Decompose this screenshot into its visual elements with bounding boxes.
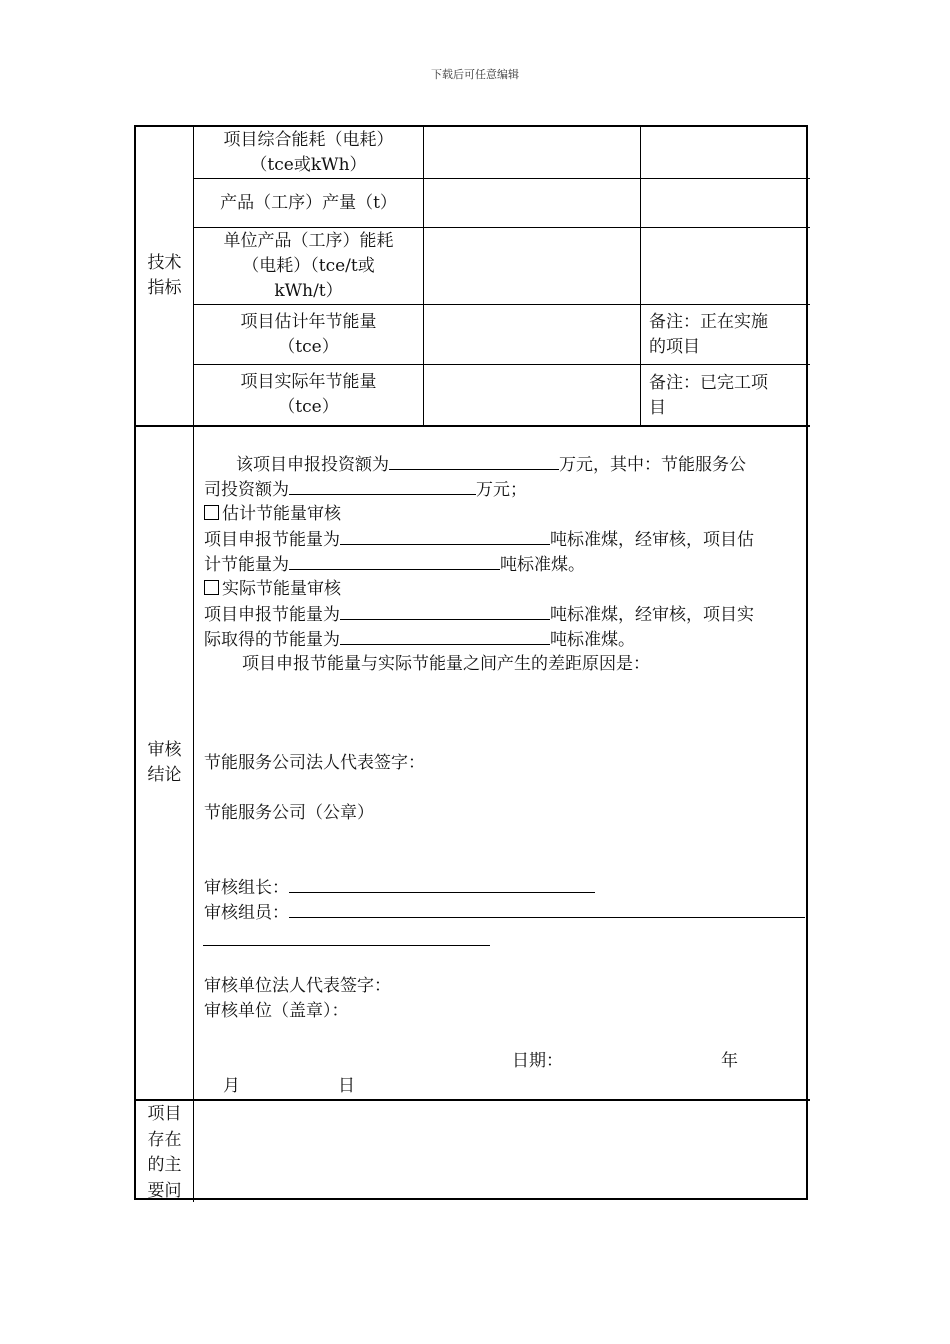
row-value-unit-consumption[interactable] (424, 228, 640, 304)
estimated-review-option[interactable]: 估计节能量审核 (204, 502, 341, 527)
main-issues-label: 项目 存在 的主 要问 (147, 1104, 182, 1200)
date-day: 日 (338, 1076, 355, 1096)
actual-line-1: 项目申报节能量为 吨标准煤，经审核，项目实 (204, 602, 754, 628)
team-leader-blank[interactable] (289, 875, 595, 893)
team-members-line: 审核组员： (204, 900, 805, 926)
row-label-product-output: 产品（工序）产量（t） (220, 192, 397, 213)
row-value-energy-consumption[interactable] (424, 127, 640, 178)
main-issues-content[interactable] (194, 1101, 810, 1200)
estimated-declared-blank[interactable] (340, 527, 550, 545)
row-value-product-output[interactable] (424, 179, 640, 227)
actual-verified-blank[interactable] (340, 627, 550, 645)
unit-seal-label: 审核单位（盖章）： (204, 1001, 349, 1021)
row-remark-unit-consumption[interactable] (641, 228, 810, 304)
investment-line-2: 司投资额为 万元； (204, 477, 527, 503)
estimated-line-2: 计节能量为 吨标准煤。 (204, 552, 585, 578)
date-month: 月 (223, 1076, 240, 1096)
estimated-review-checkbox[interactable] (204, 505, 219, 520)
audit-form-table (134, 125, 808, 1200)
actual-review-option[interactable]: 实际节能量审核 (204, 577, 341, 602)
date-year: 年 (721, 1051, 738, 1071)
investment-line-1: 该项目申报投资额为 万元，其中：节能服务公 (236, 452, 746, 478)
row-remark-estimated-savings: 备注：正在实施 的项目 (649, 312, 768, 357)
row-label-unit-consumption: 单位产品（工序）能耗 （电耗）（tce/t或 kWh/t） (223, 230, 394, 301)
estimated-line-1: 项目申报节能量为 吨标准煤，经审核，项目估 (204, 527, 754, 553)
row-value-estimated-savings[interactable] (424, 305, 640, 364)
actual-line-2: 际取得的节能量为 吨标准煤。 (204, 627, 635, 653)
row-remark-actual-savings: 备注：已完工项 目 (649, 373, 768, 418)
row-value-actual-savings[interactable] (424, 365, 640, 425)
row-remark-energy-consumption[interactable] (641, 127, 810, 178)
review-conclusion-label: 审核 结论 (147, 740, 182, 785)
divider-section-review (136, 425, 810, 427)
header-note: 下载后可任意编辑 (431, 68, 519, 81)
company-signature-label: 节能服务公司法人代表签字： (204, 753, 425, 773)
investment-total-blank[interactable] (389, 452, 559, 470)
estimated-verified-blank[interactable] (289, 552, 500, 570)
actual-review-checkbox[interactable] (204, 580, 219, 595)
date-label: 日期： (512, 1051, 563, 1071)
gap-reason-prompt: 项目申报节能量与实际节能量之间产生的差距原因是： (242, 654, 650, 674)
team-members-blank[interactable] (289, 900, 805, 918)
tech-indicators-label: 技术 指标 (147, 253, 182, 298)
investment-company-blank[interactable] (289, 477, 476, 495)
unit-signature-label: 审核单位法人代表签字： (204, 976, 391, 996)
company-seal-label: 节能服务公司（公章） (204, 803, 374, 823)
row-label-actual-savings: 项目实际年节能量 （tce） (240, 372, 377, 417)
team-members-blank-continued[interactable] (203, 945, 490, 946)
row-label-estimated-savings: 项目估计年节能量 （tce） (240, 311, 377, 357)
actual-declared-blank[interactable] (340, 602, 550, 620)
row-label-energy-consumption: 项目综合能耗（电耗） （tce或kWh） (223, 129, 394, 175)
team-leader-line: 审核组长： (204, 875, 595, 901)
row-remark-product-output[interactable] (641, 179, 810, 227)
